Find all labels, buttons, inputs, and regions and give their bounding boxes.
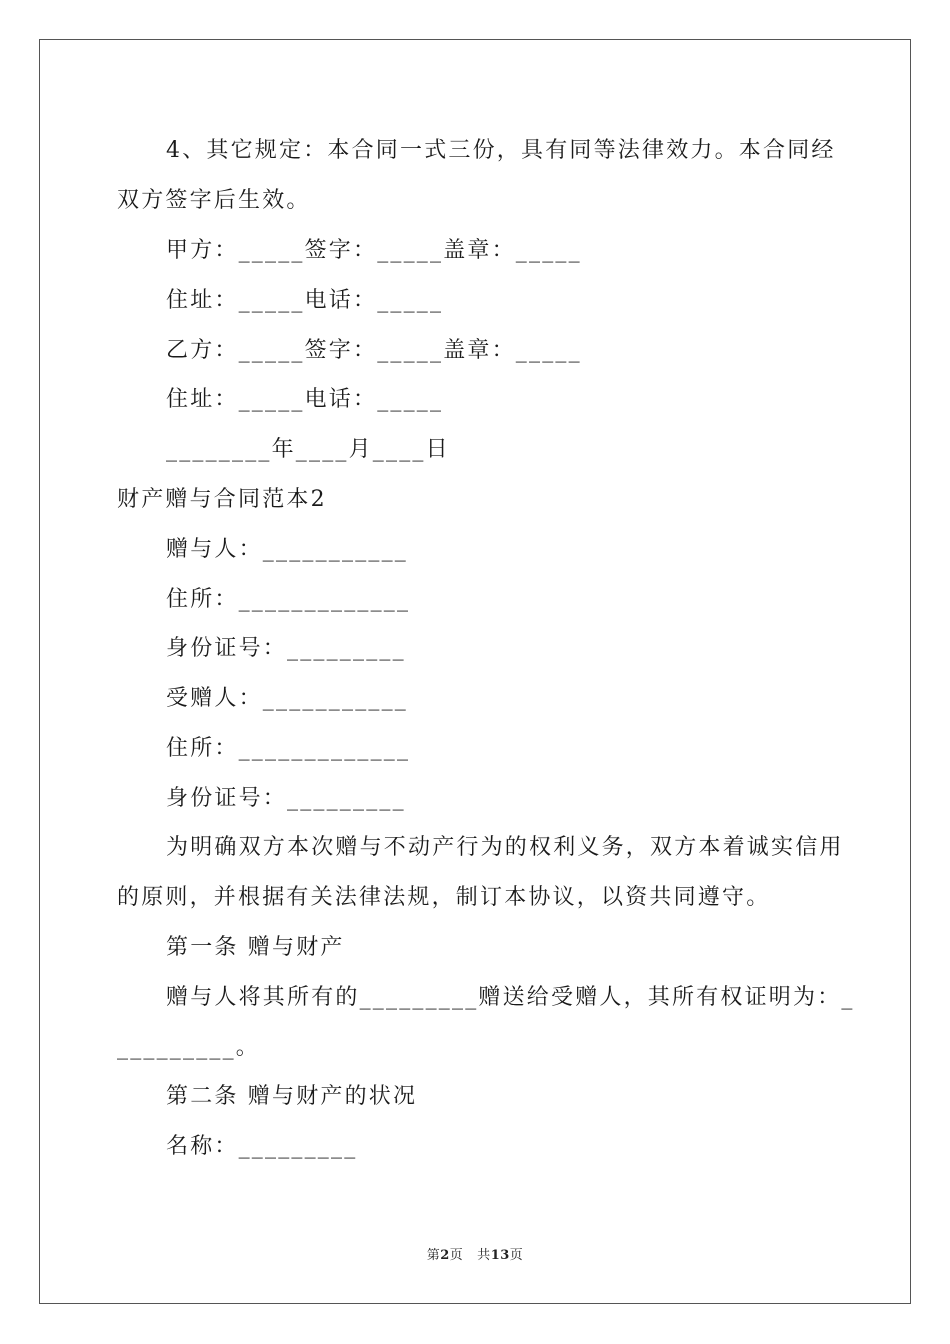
donee-residence-field: 住所：_____________ xyxy=(166,736,411,761)
donor-residence-field: 住所：_____________ xyxy=(166,587,411,612)
article-one-body: 赠与人将其所有的_________赠送给受赠人，其所有权证明为：_ xyxy=(166,985,855,1010)
donor-id-field: 身份证号：_________ xyxy=(166,636,406,661)
date-line: ________年____月____日 xyxy=(166,437,450,462)
footer-current-page: 2 xyxy=(440,1248,450,1263)
footer-prefix: 第 xyxy=(426,1248,441,1263)
article-one-body-cont: _________。 xyxy=(117,1035,261,1060)
section-title: 财产赠与合同范本2 xyxy=(117,487,327,512)
donee-field: 受赠人：___________ xyxy=(166,686,409,711)
article-two-heading: 第二条 赠与财产的状况 xyxy=(166,1084,418,1109)
paragraph-purpose: 为明确双方本次赠与不动产行为的权利义务，双方本着诚实信用 xyxy=(166,835,844,860)
paragraph-purpose-cont: 的原则，并根据有关法律法规，制订本协议，以资共同遵守。 xyxy=(117,885,771,910)
party-a-address-line: 住址：_____电话：_____ xyxy=(166,288,444,313)
article-one-heading: 第一条 赠与财产 xyxy=(166,935,345,960)
paragraph-other-provisions-cont: 双方签字后生效。 xyxy=(117,188,311,213)
footer-page-unit: 页 xyxy=(449,1248,464,1263)
page-border xyxy=(39,39,911,1304)
party-b-address-line: 住址：_____电话：_____ xyxy=(166,387,444,412)
donee-id-field: 身份证号：_________ xyxy=(166,786,406,811)
party-a-signature-line: 甲方：_____签字：_____盖章：_____ xyxy=(166,238,582,263)
party-b-signature-line: 乙方：_____签字：_____盖章：_____ xyxy=(166,338,582,363)
paragraph-other-provisions: 4、其它规定：本合同一式三份，具有同等法律效力。本合同经 xyxy=(166,138,836,163)
page-footer xyxy=(0,1247,950,1265)
footer-total-unit: 页 xyxy=(509,1248,524,1263)
name-field: 名称：_________ xyxy=(166,1134,358,1159)
footer-total-pages: 13 xyxy=(490,1248,510,1263)
donor-field: 赠与人：___________ xyxy=(166,537,409,562)
footer-total-prefix: 共 xyxy=(477,1248,491,1263)
